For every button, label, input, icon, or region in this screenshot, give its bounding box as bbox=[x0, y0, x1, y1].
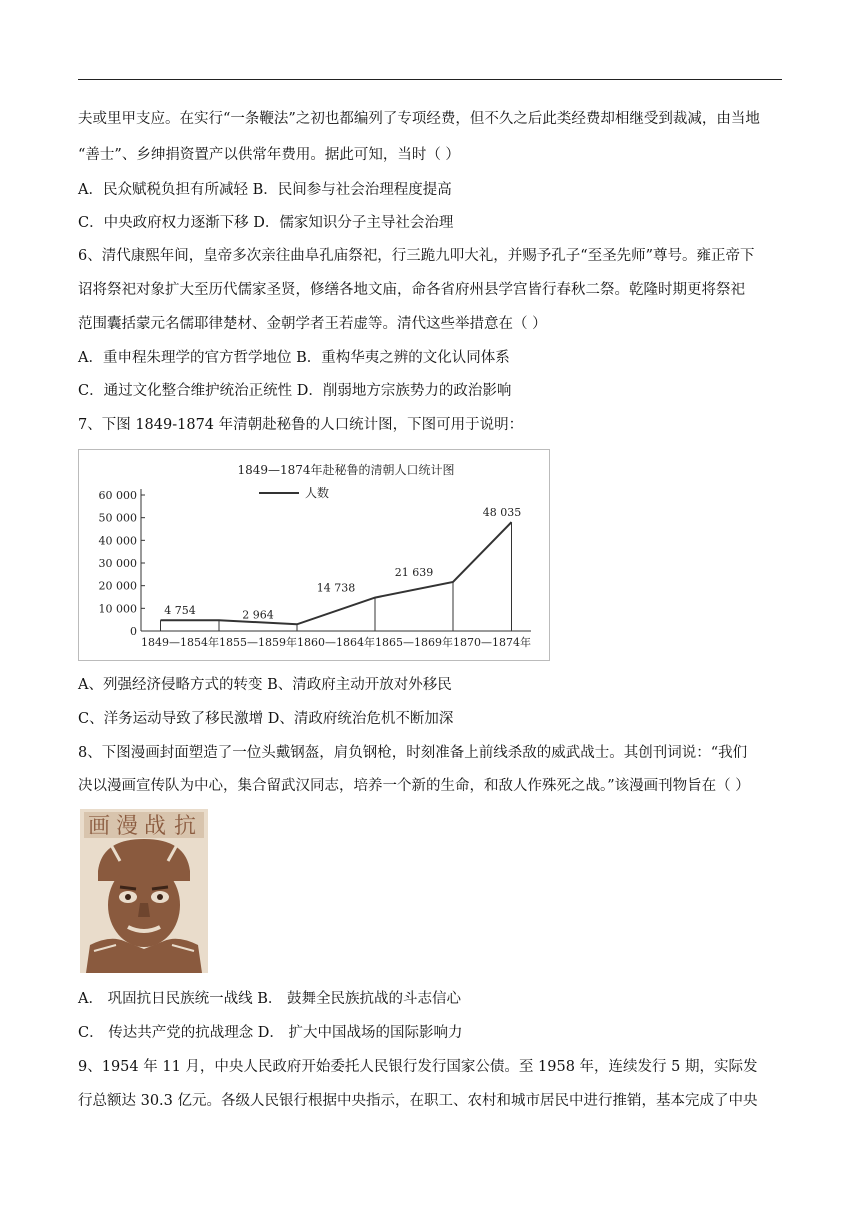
q5-options-ab: A．民众赋税负担有所减轻 B．民间参与社会治理程度提高 bbox=[78, 182, 452, 198]
population-chart-svg bbox=[79, 450, 549, 660]
q8-options-cd: C． 传达共产党的抗战理念 D． 扩大中国战场的国际影响力 bbox=[78, 1025, 463, 1041]
q9-text-line-2: 行总额达 30.3 亿元。各级人民银行根据中央指示，在职工、农村和城市居民中进行推销，基本完成了中央 bbox=[78, 1093, 758, 1109]
q5-text-line-1: 夫或里甲支应。在实行“一条鞭法”之初也都编列了专项经费，但不久之后此类经费却相继受到裁减，由当地 bbox=[78, 111, 760, 127]
q7-text: 7、下图 1849-1874 年清朝赴秘鲁的人口统计图，下图可用于说明： bbox=[78, 417, 524, 433]
x-tick-label: 1855—1859年 bbox=[219, 636, 297, 649]
q6-options-cd: C．通过文化整合维护统治正统性 D．削弱地方宗族势力的政治影响 bbox=[78, 383, 512, 399]
q6-options-ab: A．重申程朱理学的官方哲学地位 B．重构华夷之辨的文化认同体系 bbox=[78, 350, 510, 366]
soldier-poster-illustration bbox=[80, 809, 208, 973]
q6-text-line-1: 6、清代康熙年间，皇帝多次亲往曲阜孔庙祭祀，行三跪九叩大礼，并赐予孔子“至圣先师”尊号。雍正帝下 bbox=[78, 248, 755, 264]
y-tick-label: 60 000 bbox=[98, 489, 137, 502]
y-tick-label: 40 000 bbox=[98, 534, 137, 548]
q8-options-ab: A． 巩固抗日民族统一战线 B． 鼓舞全民族抗战的斗志信心 bbox=[78, 991, 461, 1007]
x-tick-label: 1860—1864年 bbox=[297, 636, 375, 649]
y-tick-label: 0 bbox=[130, 625, 137, 638]
y-tick-label: 20 000 bbox=[98, 579, 137, 593]
q5-text-line-2: “善士”、乡绅捐资置产以供常年费用。据此可知，当时（ ） bbox=[78, 147, 460, 163]
x-tick-label: 1849—1854年 bbox=[141, 636, 219, 649]
poster-char-3: 战 bbox=[144, 814, 167, 839]
y-tick-label: 50 000 bbox=[98, 511, 137, 525]
data-label: 48 035 bbox=[482, 506, 522, 520]
q7-options-cd: C、洋务运动导致了移民激增 D、清政府统治危机不断加深 bbox=[78, 711, 454, 727]
population-chart bbox=[78, 449, 550, 661]
series-line-population bbox=[161, 522, 512, 624]
q7-options-ab: A、列强经济侵略方式的转变 B、清政府主动开放对外移民 bbox=[78, 677, 452, 693]
cartoon-cover-image bbox=[80, 809, 208, 973]
q8-text-line-2: 决以漫画宣传队为中心，集合留武汉同志，培养一个新的生命，和敌人作殊死之战。”该漫画刊物旨在（ ） bbox=[78, 778, 750, 794]
q5-options-cd: C．中央政府权力逐渐下移 D．儒家知识分子主导社会治理 bbox=[78, 215, 454, 231]
q9-text-line-1: 9、1954 年 11 月，中央人民政府开始委托人民银行发行国家公债。至 1958 年，连续发行 5 期，实际发 bbox=[78, 1059, 758, 1075]
data-label: 4 754 bbox=[164, 604, 196, 618]
y-tick-label: 30 000 bbox=[98, 557, 137, 570]
y-tick-label: 10 000 bbox=[98, 602, 137, 616]
header-rule bbox=[78, 79, 782, 80]
x-tick-label: 1870—1874年 bbox=[453, 636, 531, 649]
legend-label: 人数 bbox=[305, 486, 330, 500]
poster-char-1: 画 bbox=[88, 814, 111, 839]
data-label: 14 738 bbox=[316, 581, 356, 595]
x-tick-label: 1865—1869年 bbox=[375, 636, 453, 649]
data-label: 2 964 bbox=[242, 608, 274, 622]
poster-char-4: 抗 bbox=[174, 814, 197, 839]
poster-char-2: 漫 bbox=[116, 814, 139, 839]
q6-text-line-2: 诏将祭祀对象扩大至历代儒家圣贤，修缮各地文庙，命各省府州县学宫皆行春秋二祭。乾隆时期更将祭祀 bbox=[78, 282, 745, 298]
chart-title: 1849—1874年赴秘鲁的清朝人口统计图 bbox=[237, 463, 455, 477]
data-label: 21 639 bbox=[394, 565, 434, 579]
q8-text-line-1: 8、下图漫画封面塑造了一位头戴钢盔，肩负钢枪，时刻准备上前线杀敌的威武战士。其创刊词说：“我们 bbox=[78, 745, 748, 761]
q6-text-line-3: 范围囊括蒙元名儒耶律楚材、金朝学者王若虚等。清代这些举措意在（ ） bbox=[78, 316, 547, 332]
